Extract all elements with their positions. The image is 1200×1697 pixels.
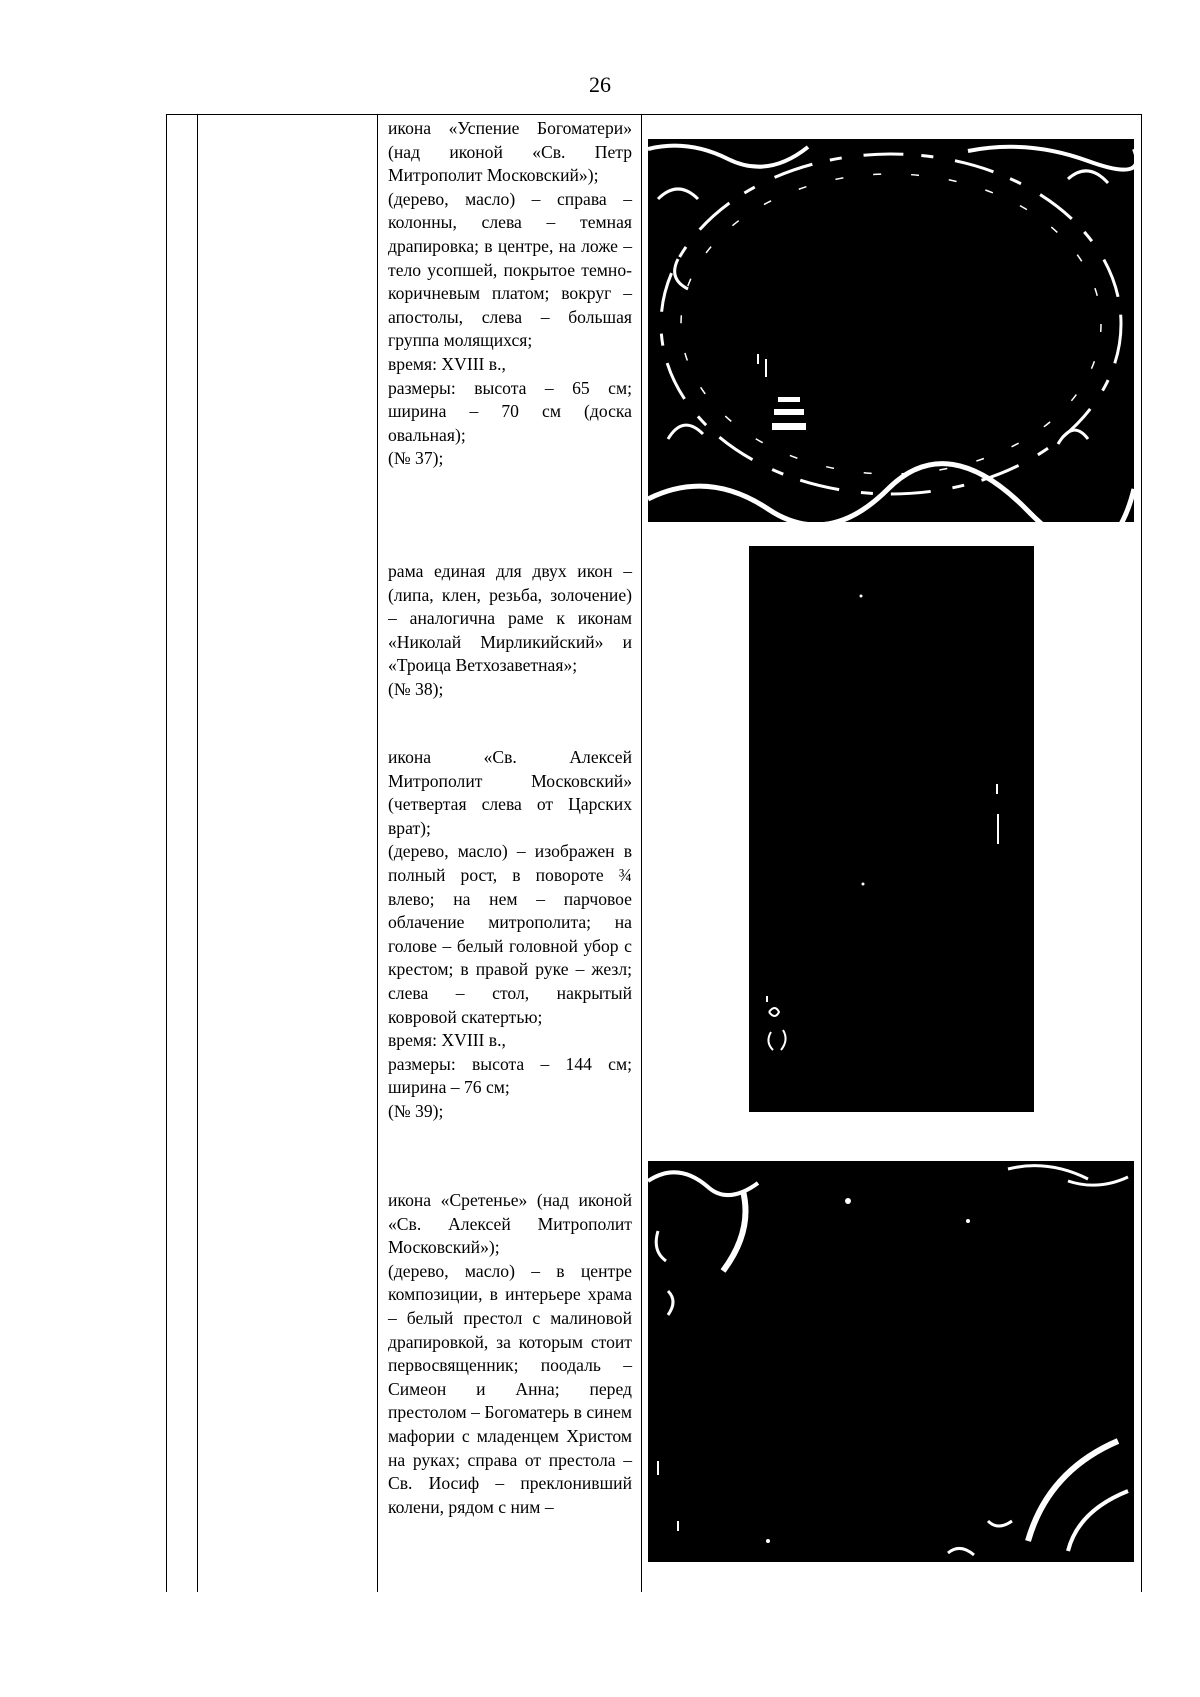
table-column-divider-1	[197, 114, 198, 1592]
icon-photo-uspenie-graphic	[648, 139, 1134, 522]
description-column	[388, 560, 632, 702]
description-column	[388, 117, 632, 471]
entry-line: икона «Св. Алексей Митрополит Московский» (четвертая слева от Царских врат);	[388, 747, 632, 838]
entry-sretenie	[388, 1189, 632, 1519]
icon-photo-aleksey	[749, 546, 1034, 1112]
entry-line: размеры: высота – 144 см; ширина – 76 см;	[388, 1053, 632, 1098]
entry-line: (дерево, масло) – изображен в полный рост, в повороте ¾ влево; на нем – парчовое облачение митрополита; на голове – белый головной убор с крестом; в правой руке – жезл; слева – стол, накрытый ковровой скатертью;	[388, 841, 632, 1027]
icon-photo-aleksey-graphic	[749, 546, 1034, 1112]
description-column	[388, 746, 632, 1124]
entry-line: размеры: высота – 65 см; ширина – 70 см (доска овальная);	[388, 377, 632, 445]
table-column-divider-2	[377, 114, 378, 1592]
description-column	[388, 1189, 632, 1519]
entry-frame	[388, 560, 632, 702]
table-top-border	[166, 114, 1141, 115]
icon-photo-sretenie	[648, 1161, 1134, 1562]
entry-line: икона «Сретенье» (над иконой «Св. Алексей Митрополит Московский»);	[388, 1190, 632, 1258]
page-number: 26	[589, 72, 611, 97]
entry-line: икона «Успение Богоматери» (над иконой «Св. Петр Митрополит Московский»);	[388, 118, 632, 186]
table-column-divider-3	[641, 114, 642, 1592]
entry-line: время: XVIII в.,	[388, 1030, 506, 1051]
entry-uspenie	[388, 117, 632, 471]
icon-photo-sretenie-graphic	[648, 1161, 1134, 1562]
entry-line: рама единая для двух икон – (липа, клен, резьба, золочение) – аналогична раме к иконам «Николай Мирликийский» и «Троица Ветхозаветная»;	[388, 561, 632, 676]
entry-line: (дерево, масло) – в центре композиции, в интерьере храма – белый престол с малиновой драпировкой, за которым стоит первосвященник; поодаль – Симеон и Анна; перед престолом – Богоматерь в синем мафории с младенцем Христом на руках; справа от престола – Св. Иосиф – преклонивший колени, рядом с ним –	[388, 1260, 632, 1517]
entry-aleksey	[388, 746, 632, 1124]
entry-line: (№ 38);	[388, 678, 444, 699]
table-right-border	[1141, 114, 1142, 1592]
entry-line: время: XVIII в.,	[388, 353, 506, 374]
entry-line: (№ 37);	[388, 448, 444, 469]
entry-line: (№ 39);	[388, 1100, 444, 1121]
table-left-border	[166, 114, 167, 1592]
entry-line: (дерево, масло) – справа – колонны, слева – темная драпировка; в центре, на ложе – тело усопшей, покрытое темно-коричневым платом; вокруг – апостолы, слева – большая группа молящихся;	[388, 188, 632, 351]
icon-photo-uspenie	[648, 139, 1134, 522]
